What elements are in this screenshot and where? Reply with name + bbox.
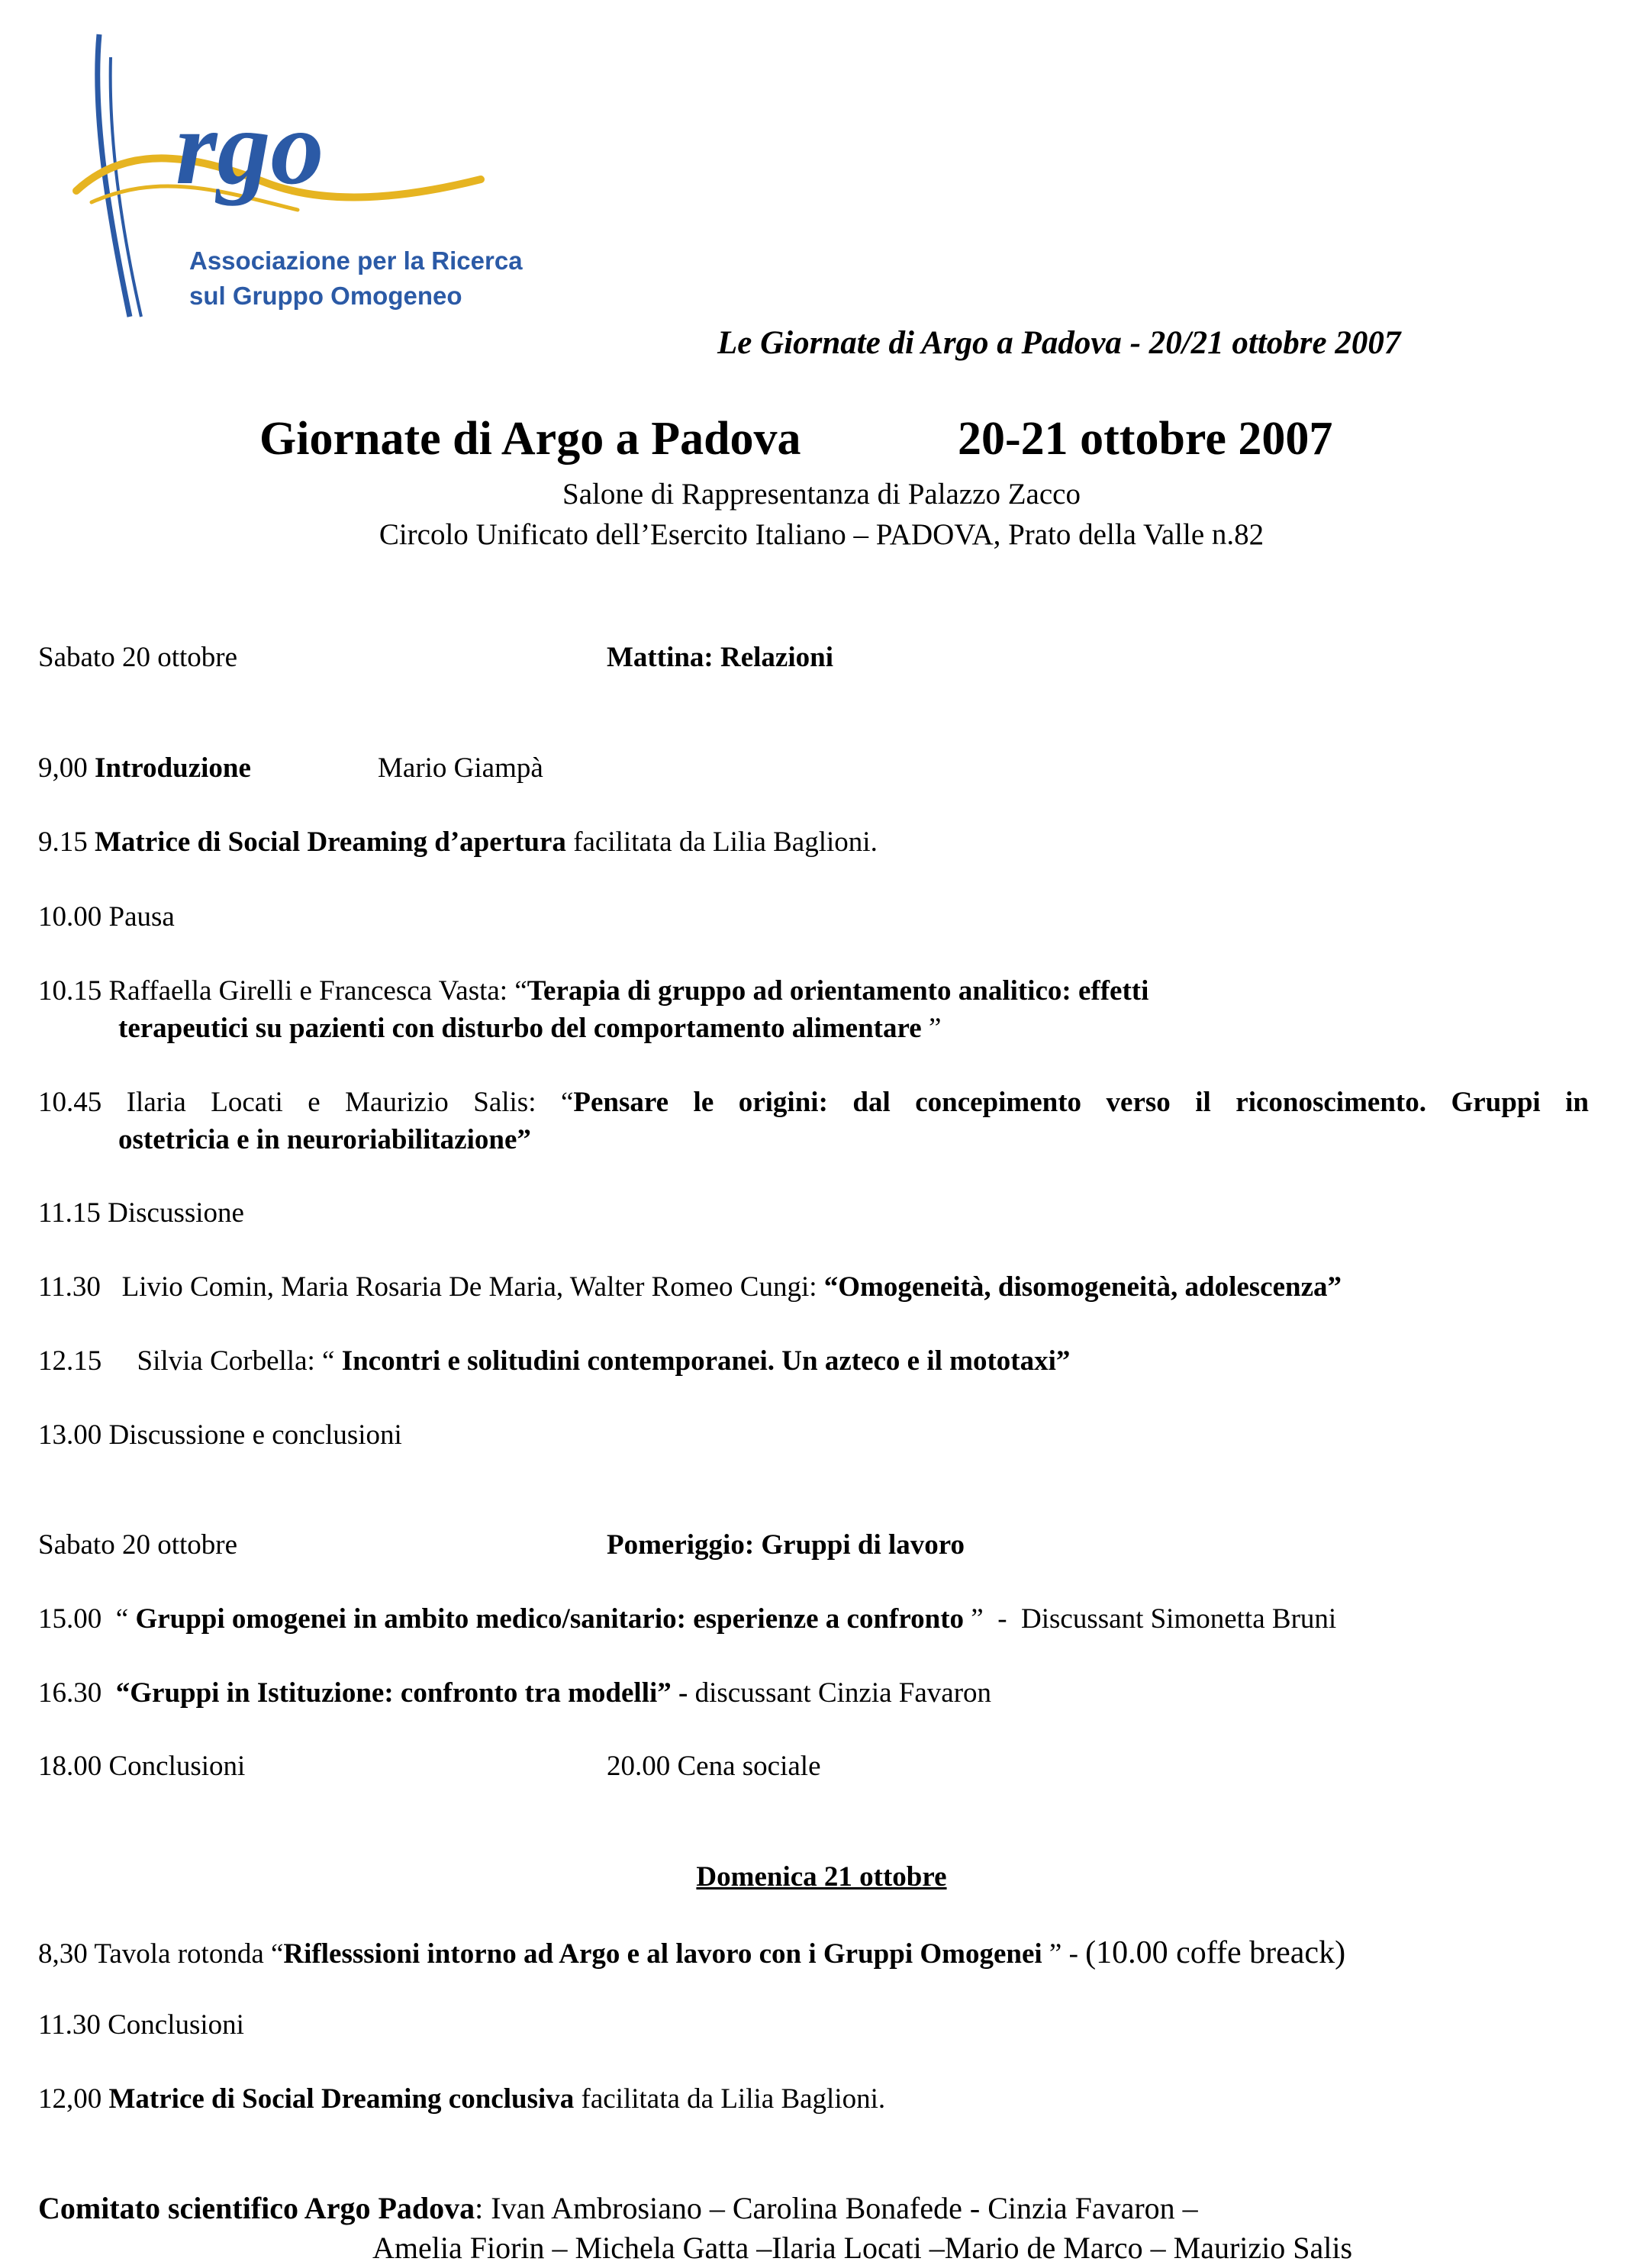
schedule-item: 9.15 Matrice di Social Dreaming d’apertura facilitata da Lilia Baglioni. [38, 826, 878, 858]
day-label: Sabato 20 ottobre [38, 1529, 238, 1561]
schedule-item: 10.15 Raffaella Girelli e Francesca Vasta: “Terapia di gruppo ad orientamento analitico: effetti [38, 975, 1149, 1007]
schedule-item: 13.00 Discussione e conclusioni [38, 1419, 402, 1451]
page-title-dates: 20-21 ottobre 2007 [958, 413, 1333, 465]
argo-logo [69, 27, 618, 332]
schedule-item-cont: terapeutici su pazienti con disturbo del comportamento alimentare ” [118, 1013, 942, 1044]
schedule-item: 12.15 Silvia Corbella: “ Incontri e solitudini contemporanei. Un azteco e il mototaxi” [38, 1345, 1071, 1377]
session-title: Mattina: Relazioni [607, 642, 833, 673]
page-title: Giornate di Argo a Padova [259, 413, 801, 465]
committee-line-1: Comitato scientifico Argo Padova: Ivan Ambrosiano – Carolina Bonafede - Cinzia Favaron – [38, 2191, 1198, 2225]
schedule-item: 10.45 Ilaria Locati e Maurizio Salis: “Pensare le origini: dal concepimento verso il riconoscimento. Gruppi in [38, 1087, 1590, 1118]
schedule-item: 11.30 Conclusioni [38, 2009, 244, 2041]
sunday-title: Domenica 21 ottobre [696, 1861, 947, 1893]
day-label: Sabato 20 ottobre [38, 642, 238, 673]
venue-line-2: Circolo Unificato dell’Esercito Italiano – PADOVA, Prato della Valle n.82 [379, 518, 1264, 551]
schedule-item: 8,30 Tavola rotonda “Riflesssioni intorno ad Argo e al lavoro con i Gruppi Omogenei ” - (10.00 coffe breack) [38, 1935, 1346, 1970]
schedule-item: 10.00 Pausa [38, 901, 175, 933]
logo-line-1: Associazione per la Ricerca [189, 246, 523, 275]
schedule-item: 11.15 Discussione [38, 1197, 244, 1229]
venue-line-1: Salone di Rappresentanza di Palazzo Zacco [562, 478, 1081, 511]
schedule-item: 11.30 Livio Comin, Maria Rosaria De Maria, Walter Romeo Cungi: “Omogeneità, disomogeneità, adolescenza” [38, 1271, 1342, 1303]
speaker: Mario Giampà [378, 752, 543, 784]
document-header: Le Giornate di Argo a Padova - 20/21 ottobre 2007 [717, 325, 1401, 361]
committee-line-2: Amelia Fiorin – Michela Gatta –Ilaria Locati –Mario de Marco – Maurizio Salis [372, 2231, 1353, 2265]
schedule-item: 9,00 Introduzione [38, 752, 251, 784]
logo-line-2: sul Gruppo Omogeneo [189, 282, 462, 310]
schedule-item: 12,00 Matrice di Social Dreaming conclusiva facilitata da Lilia Baglioni. [38, 2083, 886, 2115]
session-title: Pomeriggio: Gruppi di lavoro [607, 1529, 965, 1561]
schedule-item: 16.30 “Gruppi in Istituzione: confronto tra modelli” - discussant Cinzia Favaron [38, 1677, 992, 1709]
schedule-item: 20.00 Cena sociale [607, 1751, 821, 1782]
logo-rgo-text: rgo [176, 89, 324, 207]
schedule-item: 18.00 Conclusioni [38, 1751, 246, 1782]
schedule-item-cont: ostetricia e in neuroriabilitazione” [118, 1124, 531, 1155]
schedule-item: 15.00 “ Gruppi omogenei in ambito medico/sanitario: esperienze a confronto ” - Discussant Simonetta Bruni [38, 1603, 1337, 1635]
